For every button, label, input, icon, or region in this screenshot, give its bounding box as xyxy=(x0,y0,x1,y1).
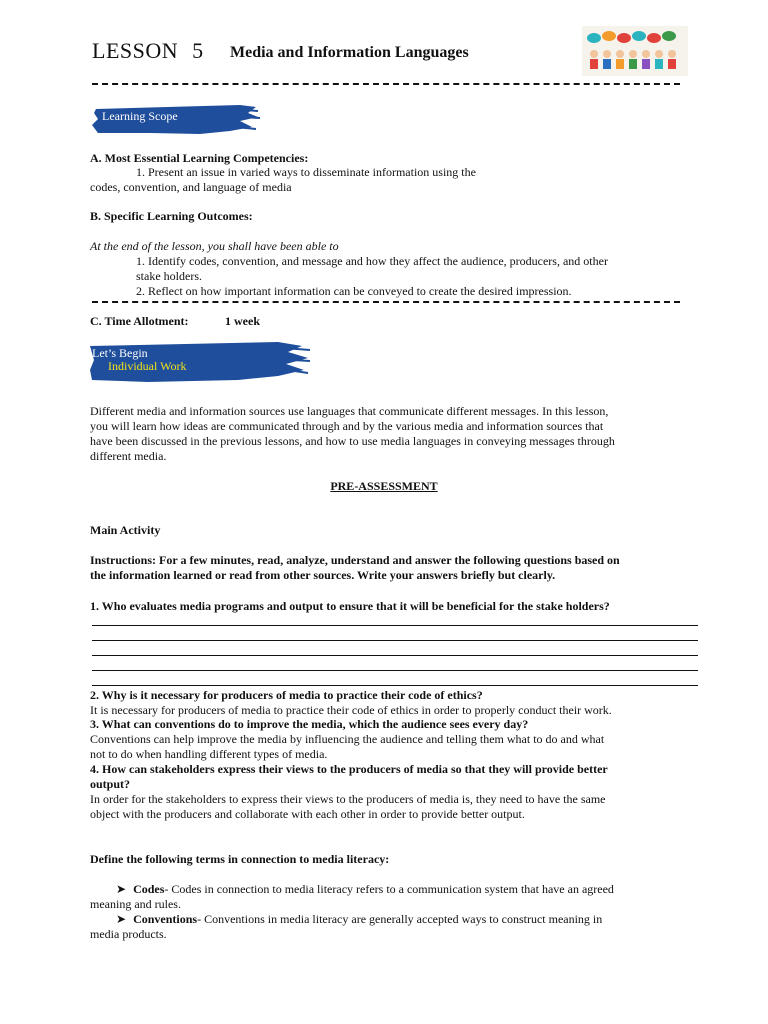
people-speech-bubbles-illustration xyxy=(582,26,688,76)
time-allotment-label: C. Time Allotment: xyxy=(90,314,189,328)
answer-line[interactable] xyxy=(92,655,698,656)
answer-line[interactable] xyxy=(92,670,698,671)
conventions-definition: - Conventions in media literacy are generally accepted ways to construct meaning in xyxy=(197,912,603,926)
codes-definition-cont: meaning and rules. xyxy=(90,897,181,911)
codes-item xyxy=(116,882,614,897)
dashed-divider xyxy=(92,301,680,303)
lesson-word: LESSON xyxy=(92,38,179,63)
lets-begin-label: Let’s Begin xyxy=(92,346,148,360)
pre-assessment-title xyxy=(0,479,768,494)
individual-work-label: Individual Work xyxy=(108,359,187,373)
arrow-bullet-icon: ➤ xyxy=(116,912,127,926)
lesson-title: Media and Information Languages xyxy=(230,44,469,61)
question-4: 4. How can stakeholders express their views to the producers of media so that they will provide better xyxy=(90,762,608,776)
question-4-cont: output? xyxy=(90,777,131,791)
conventions-definition-cont: media products. xyxy=(90,927,167,941)
outcomes-intro: At the end of the lesson, you shall have been able to xyxy=(90,239,339,253)
question-1: 1. Who evaluates media programs and output to ensure that it will be beneficial for the stake holders? xyxy=(90,599,610,613)
outcome-item-1: 1. Identify codes, convention, and message and how they affect the audience, producers, and other xyxy=(136,254,608,268)
lets-begin-banner xyxy=(88,340,310,384)
competency-line-2: codes, convention, and language of media xyxy=(90,180,292,194)
pre-assessment-title-text: PRE-ASSESSMENT xyxy=(330,479,438,493)
instructions-line-2: the information learned or read from other sources. Write your answers briefly but clearly. xyxy=(90,568,556,582)
learning-scope-label: Learning Scope xyxy=(102,109,178,123)
lesson-heading xyxy=(92,38,204,64)
intro-line: Different media and information sources use languages that communicate different messages. In this lesson, xyxy=(90,404,609,418)
learning-scope-banner xyxy=(90,103,260,133)
conventions-item xyxy=(116,912,602,927)
answer-2: It is necessary for producers of media to practice their code of ethics in order to properly conduct their work. xyxy=(90,703,612,717)
intro-line: have been discussed in the previous lessons, and how to use media languages in conveying messages through xyxy=(90,434,615,448)
outcome-item-2: 2. Reflect on how important information can be conveyed to create the desired impression. xyxy=(136,284,572,298)
lesson-number: 5 xyxy=(192,38,204,63)
competency-line-1: 1. Present an issue in varied ways to disseminate information using the xyxy=(136,165,476,179)
instructions-line-1: Instructions: For a few minutes, read, analyze, understand and answer the following questions based on xyxy=(90,553,620,567)
main-activity-heading: Main Activity xyxy=(90,523,161,537)
competencies-heading: A. Most Essential Learning Competencies: xyxy=(90,151,309,165)
answer-line[interactable] xyxy=(92,625,698,626)
answer-4-line-2: object with the producers and collaborate with each other in order to provide better output. xyxy=(90,807,525,821)
codes-definition: - Codes in connection to media literacy refers to a communication system that have an agreed xyxy=(164,882,614,896)
define-heading: Define the following terms in connection to media literacy: xyxy=(90,852,390,866)
conventions-term: Conventions xyxy=(133,912,198,926)
dashed-divider xyxy=(92,83,680,85)
outcomes-heading: B. Specific Learning Outcomes: xyxy=(90,209,253,223)
intro-line: you will learn how ideas are communicated through and by the various media and information sources that xyxy=(90,419,604,433)
codes-term: Codes xyxy=(133,882,165,896)
answer-line[interactable] xyxy=(92,685,698,686)
question-2: 2. Why is it necessary for producers of media to practice their code of ethics? xyxy=(90,688,483,702)
answer-4-line-1: In order for the stakeholders to express their views to the producers of media is, they need to have the same xyxy=(90,792,606,806)
arrow-bullet-icon: ➤ xyxy=(116,882,127,896)
intro-line: different media. xyxy=(90,449,167,463)
answer-3-line-2: not to do when handling different types of media. xyxy=(90,747,328,761)
question-3: 3. What can conventions do to improve the media, which the audience sees every day? xyxy=(90,717,529,731)
answer-3-line-1: Conventions can help improve the media by influencing the audience and telling them what to do and what xyxy=(90,732,605,746)
intro-paragraph xyxy=(90,404,705,464)
time-allotment-value: 1 week xyxy=(225,314,260,328)
outcome-item-1-cont: stake holders. xyxy=(136,269,202,283)
answer-line[interactable] xyxy=(92,640,698,641)
